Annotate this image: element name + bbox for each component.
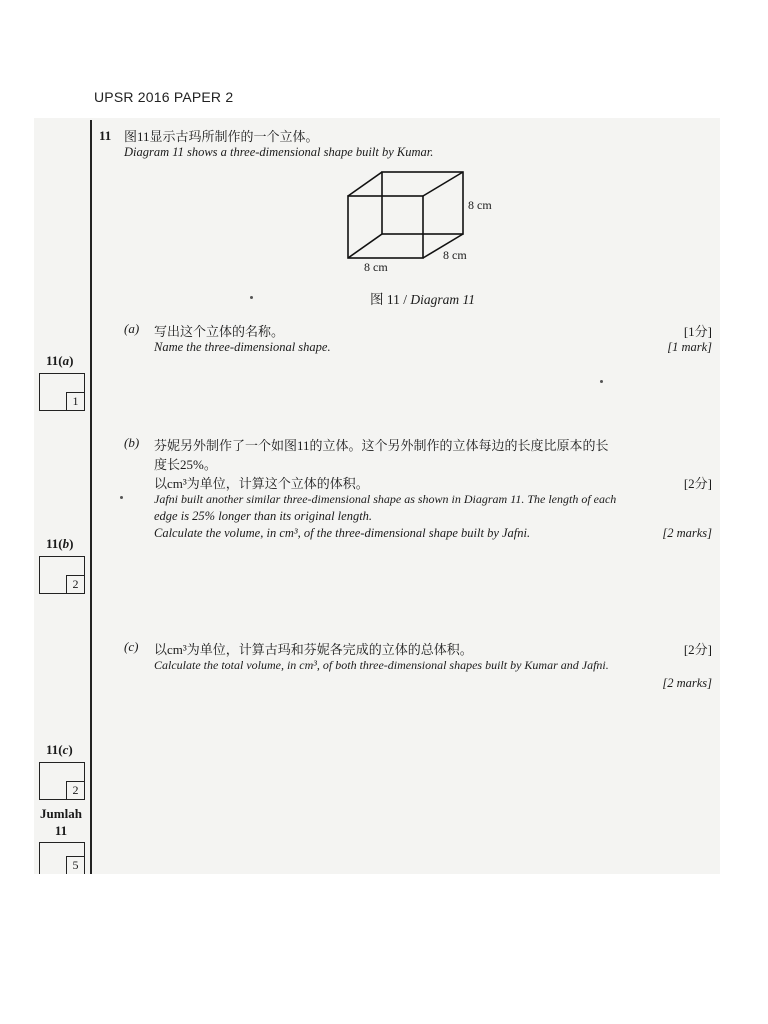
- depth-label: 8 cm: [443, 248, 467, 262]
- part-b-text-en-2: edge is 25% longer than its original length.: [154, 509, 373, 523]
- part-b-text-en-3: Calculate the volume, in cm³, of the three-dimensional shape built by Jafni.: [154, 526, 531, 540]
- question-stem-en: Diagram 11 shows a three-dimensional shape built by Kumar.: [124, 145, 434, 159]
- caption-en: Diagram 11: [410, 292, 476, 307]
- scan-speck: [600, 380, 603, 383]
- part-a-marks-zh: [1分]: [683, 324, 712, 339]
- part-b-text-zh-2: 度长25%。: [154, 457, 217, 472]
- part-c-text-en: Calculate the total volume, in cm³, of both three-dimensional shapes built by Kumar and Jafni.: [154, 658, 609, 672]
- part-b-text-en-1: Jafni built another similar three-dimensional shape as shown in Diagram 11. The length of each: [154, 492, 617, 506]
- answer-box-11b[interactable]: [39, 556, 85, 594]
- caption-zh: 图 11 /: [370, 292, 411, 307]
- marks-value: 1: [66, 392, 84, 410]
- page-header: UPSR 2016 PAPER 2: [94, 89, 234, 105]
- side-label-11a: 11(a): [46, 353, 74, 368]
- total-label-2: 11: [54, 823, 68, 838]
- height-label: 8 cm: [468, 198, 492, 212]
- scan-speck: [250, 296, 253, 299]
- part-c-letter: (c): [124, 639, 139, 654]
- part-c-text-zh: 以cm³为单位，计算古玛和芬妮各完成的立体的总体积。: [154, 642, 473, 657]
- part-b-letter: (b): [124, 435, 140, 450]
- diagram-caption: [370, 288, 475, 308]
- marks-value: 5: [66, 856, 84, 874]
- part-c-marks-en: [2 marks]: [662, 676, 712, 690]
- question-stem-zh: 图11显示古玛所制作的一个立体。: [124, 129, 319, 144]
- part-c-marks-zh: [2分]: [683, 642, 712, 657]
- scan-speck: [120, 496, 123, 499]
- side-label-11b: 11(b): [46, 536, 74, 551]
- part-a-text-en: Name the three-dimensional shape.: [154, 340, 331, 354]
- width-label: 8 cm: [364, 260, 388, 274]
- margin-line: [90, 120, 92, 874]
- answer-box-11a[interactable]: [39, 373, 85, 411]
- answer-box-11c[interactable]: [39, 762, 85, 800]
- total-label-1: Jumlah: [40, 806, 82, 821]
- part-a-letter: (a): [124, 321, 140, 336]
- answer-box-total[interactable]: [39, 842, 85, 874]
- side-label-11c: 11(c): [46, 742, 73, 757]
- question-number: 11: [99, 128, 112, 143]
- cuboid-diagram: [340, 168, 510, 273]
- part-a-text-zh: 写出这个立体的名称。: [154, 324, 285, 339]
- part-b-marks-en: [2 marks]: [662, 526, 712, 540]
- part-b-text-zh-3: 以cm³为单位，计算这个立体的体积。: [154, 476, 369, 491]
- part-b-text-zh-1: 芬妮另外制作了一个如图11的立体。这个另外制作的立体每边的长度比原本的长: [154, 438, 609, 453]
- part-a-marks-en: [1 mark]: [667, 340, 712, 354]
- marks-value: 2: [66, 575, 84, 593]
- marks-value: 2: [66, 781, 84, 799]
- part-b-marks-zh: [2分]: [683, 476, 712, 491]
- cuboid-wireframe: [340, 168, 510, 268]
